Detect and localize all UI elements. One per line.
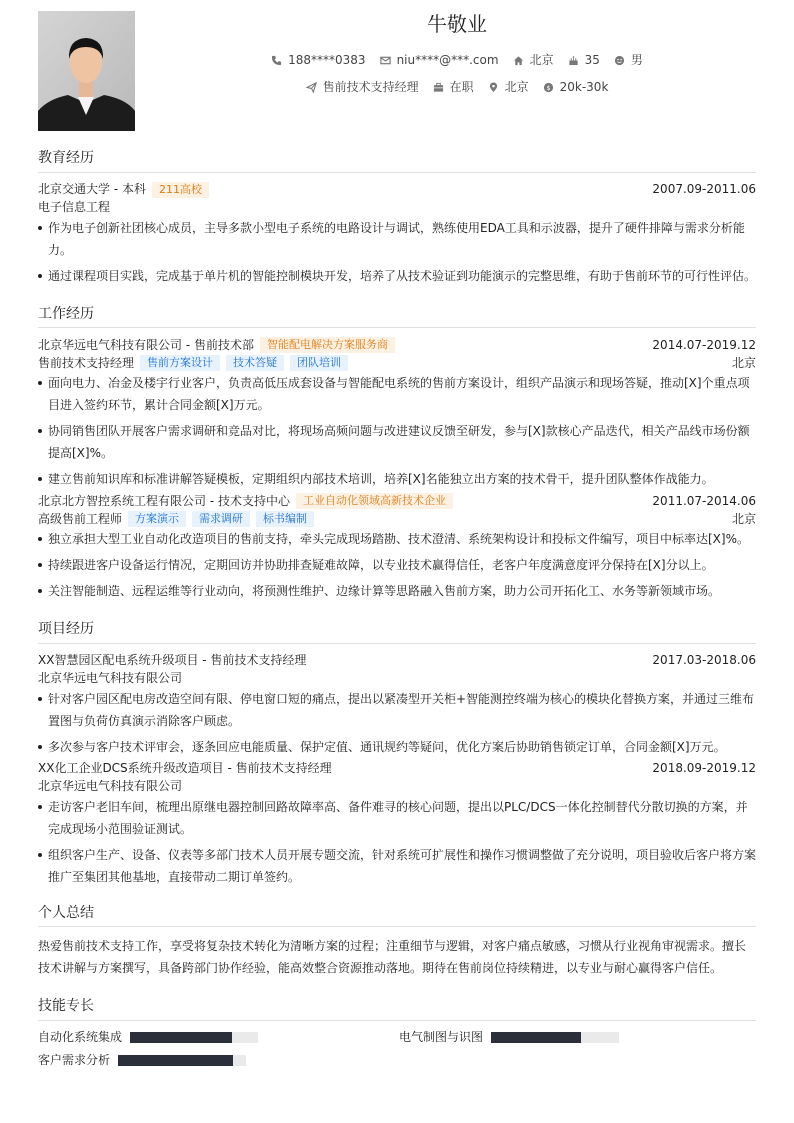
project-date: 2017.03-2018.06 bbox=[652, 653, 756, 668]
skill-bar-fill bbox=[118, 1055, 233, 1066]
section-title-skills: 技能专长 bbox=[38, 997, 756, 1021]
phone-icon bbox=[271, 55, 282, 66]
section-title-work: 工作经历 bbox=[38, 305, 756, 329]
gender-icon bbox=[614, 55, 625, 66]
project-date: 2018.09-2019.12 bbox=[652, 761, 756, 776]
skill-tag: 方案演示 bbox=[128, 511, 186, 527]
list-item: 针对客户园区配电房改造空间有限、停电窗口短的痛点，提出以紧凑型开关柜+智能测控终端为核心的模块化替换方案，并通过三维布置图与负荷仿真演示消除客户顾虑。 bbox=[38, 688, 756, 732]
skill-tag: 售前方案设计 bbox=[140, 355, 220, 371]
list-item: 通过课程项目实践，完成基于单片机的智能控制模块开发，培养了从技术验证到功能演示的完整思维，有助于售前环节的可行性评估。 bbox=[38, 265, 756, 287]
section-title-education: 教育经历 bbox=[38, 149, 756, 173]
project-name: XX化工企业DCS系统升级改造项目 - 售前技术支持经理 bbox=[38, 761, 332, 776]
job-city: 北京 bbox=[731, 511, 756, 526]
skill-bar-fill bbox=[130, 1032, 232, 1043]
summary-text: 热爱售前技术支持工作，享受将复杂技术转化为清晰方案的过程；注重细节与逻辑，对客户痛点敏感，习惯从行业视角审视需求。擅长技术讲解与方案撰写，具备跨部门协作经验，能高效整合资源推动落地。期待在售前岗位持续精进，以专业与耐心赢得客户信任。 bbox=[38, 939, 747, 976]
briefcase-icon bbox=[433, 82, 444, 93]
salary-item bbox=[543, 79, 609, 96]
intention-row bbox=[158, 79, 756, 96]
target-city-item bbox=[488, 79, 529, 96]
project-company: 北京华远电气科技有限公司 bbox=[38, 671, 183, 686]
list-item: 多次参与客户技术评审会，逐条回应电能质量、保护定值、通讯规约等疑问，优化方案后协助销售锁定订单，合同金额[X]万元。 bbox=[38, 736, 756, 758]
job-position: 售前技术支持经理 bbox=[38, 355, 135, 370]
job-sub-line bbox=[38, 510, 756, 528]
list-item: 协同销售团队开展客户需求调研和竞品对比，将现场高频问题与改进建议反馈至研发，参与[X]款核心产品迭代，相关产品线市场份额提高[X]%。 bbox=[38, 420, 756, 464]
skill-name: 电气制图与识图 bbox=[399, 1030, 484, 1045]
education-bullets bbox=[38, 217, 756, 287]
age-text: 35 bbox=[584, 53, 600, 67]
skill-bar-fill bbox=[491, 1032, 581, 1043]
section-title-projects: 项目经历 bbox=[38, 620, 756, 644]
cake-icon bbox=[568, 55, 579, 66]
list-item: 关注智能制造、远程运维等行业动向，将预测性维护、边缘计算等思路融入售前方案，助力公司开拓化工、水务等新领域市场。 bbox=[38, 580, 756, 602]
job-head bbox=[38, 492, 756, 510]
job-entry bbox=[38, 492, 756, 602]
mail-icon bbox=[380, 55, 391, 66]
email-item bbox=[380, 52, 499, 69]
job-company: 北京北方智控系统工程有限公司 - 技术支持中心 bbox=[38, 493, 290, 508]
candidate-name: 牛敬业 bbox=[427, 12, 487, 36]
phone-item bbox=[271, 52, 365, 69]
job-bullets bbox=[38, 372, 756, 490]
skill-bar bbox=[130, 1032, 258, 1043]
job-bullets bbox=[38, 528, 756, 602]
major-line bbox=[38, 199, 756, 217]
project-bullets bbox=[38, 796, 756, 888]
project-entry bbox=[38, 760, 756, 888]
project-company-line bbox=[38, 670, 756, 688]
skill-name: 自动化系统集成 bbox=[38, 1030, 123, 1045]
job-entry bbox=[38, 336, 756, 490]
work-section bbox=[38, 305, 756, 603]
school-tag: 211高校 bbox=[152, 182, 209, 198]
target-job-text: 售前技术支持经理 bbox=[322, 80, 419, 94]
email-text: niu****@***.com bbox=[396, 53, 499, 67]
target-job-item bbox=[306, 79, 419, 96]
project-head bbox=[38, 652, 756, 670]
skill-bar bbox=[491, 1032, 619, 1043]
skill-name: 客户需求分析 bbox=[38, 1053, 111, 1068]
skill-tag: 需求调研 bbox=[192, 511, 250, 527]
resume-header bbox=[38, 11, 756, 131]
project-company: 北京华远电气科技有限公司 bbox=[38, 779, 183, 794]
education-date: 2007.09-2011.06 bbox=[652, 182, 756, 197]
project-entry bbox=[38, 652, 756, 758]
job-sub-line bbox=[38, 354, 756, 372]
skill-item bbox=[38, 1052, 399, 1069]
project-head bbox=[38, 760, 756, 778]
skills-section bbox=[38, 997, 756, 1069]
job-date: 2011.07-2014.06 bbox=[652, 493, 756, 508]
skill-tag: 技术答疑 bbox=[226, 355, 284, 371]
job-position: 高级售前工程师 bbox=[38, 511, 123, 526]
skill-tag: 团队培训 bbox=[290, 355, 348, 371]
list-item: 走访客户老旧车间，梳理出原继电器控制回路故障率高、备件难寻的核心问题，提出以PLC/DCS一体化控制替代分散切换的方案，并完成现场小范围验证测试。 bbox=[38, 796, 756, 840]
target-city-text: 北京 bbox=[504, 80, 529, 94]
summary-section bbox=[38, 904, 756, 980]
company-tag: 智能配电解决方案服务商 bbox=[260, 337, 395, 353]
list-item: 组织客户生产、设备、仪表等多部门技术人员开展专题交流，针对系统可扩展性和操作习惯调整做了充分说明，项目验收后客户将方案推广至集团其他基地，直接带动二期订单签约。 bbox=[38, 844, 756, 888]
city-text: 北京 bbox=[529, 53, 554, 67]
job-head bbox=[38, 336, 756, 354]
money-icon bbox=[543, 82, 554, 93]
major-text: 电子信息工程 bbox=[38, 200, 111, 215]
contact-row bbox=[158, 52, 756, 69]
age-item bbox=[568, 52, 600, 69]
phone-text: 188****0383 bbox=[288, 53, 366, 67]
school-name: 北京交通大学 - 本科 bbox=[38, 182, 146, 197]
svg-text:$: $ bbox=[546, 83, 551, 92]
gender-text: 男 bbox=[630, 53, 643, 67]
city-item bbox=[513, 52, 554, 69]
status-text: 在职 bbox=[449, 80, 474, 94]
list-item: 持续跟进客户设备运行情况，定期回访并协助排查疑难故障，以专业技术赢得信任，老客户年度满意度评分保持在[X]分以上。 bbox=[38, 554, 756, 576]
gender-item bbox=[614, 52, 643, 69]
skill-item bbox=[399, 1029, 756, 1046]
project-name: XX智慧园区配电系统升级项目 - 售前技术支持经理 bbox=[38, 653, 307, 668]
skills-grid bbox=[38, 1029, 756, 1069]
education-head bbox=[38, 181, 756, 199]
projects-section bbox=[38, 620, 756, 888]
list-item: 建立售前知识库和标准讲解答疑模板，定期组织内部技术培训，培养[X]名能独立出方案的技术骨干，提升团队整体作战能力。 bbox=[38, 468, 756, 490]
skill-item bbox=[38, 1029, 399, 1046]
job-city: 北京 bbox=[731, 355, 756, 370]
job-company: 北京华远电气科技有限公司 - 售前技术部 bbox=[38, 337, 254, 352]
location-icon bbox=[488, 82, 499, 93]
project-bullets bbox=[38, 688, 756, 758]
salary-text: 20k-30k bbox=[559, 80, 609, 94]
project-company-line bbox=[38, 778, 756, 796]
list-item: 面向电力、冶金及楼宇行业客户，负责高低压成套设备与智能配电系统的售前方案设计，组织产品演示和现场答疑，推动[X]个重点项目进入签约环节，累计合同金额[X]万元。 bbox=[38, 372, 756, 416]
section-title-summary: 个人总结 bbox=[38, 904, 756, 928]
job-date: 2014.07-2019.12 bbox=[652, 337, 756, 352]
list-item: 独立承担大型工业自动化改造项目的售前支持，牵头完成现场踏勘、技术澄清、系统架构设计和投标文件编写，项目中标率达[X]%。 bbox=[38, 528, 756, 550]
company-tag: 工业自动化领域高新技术企业 bbox=[296, 493, 453, 509]
home-icon bbox=[513, 55, 524, 66]
send-icon bbox=[306, 82, 317, 93]
skill-tag: 标书编制 bbox=[256, 511, 314, 527]
list-item: 作为电子创新社团核心成员，主导多款小型电子系统的电路设计与调试，熟练使用EDA工具和示波器，提升了硬件排障与需求分析能力。 bbox=[38, 217, 756, 261]
education-section bbox=[38, 149, 756, 287]
status-item bbox=[433, 79, 474, 96]
skill-bar bbox=[118, 1055, 246, 1066]
